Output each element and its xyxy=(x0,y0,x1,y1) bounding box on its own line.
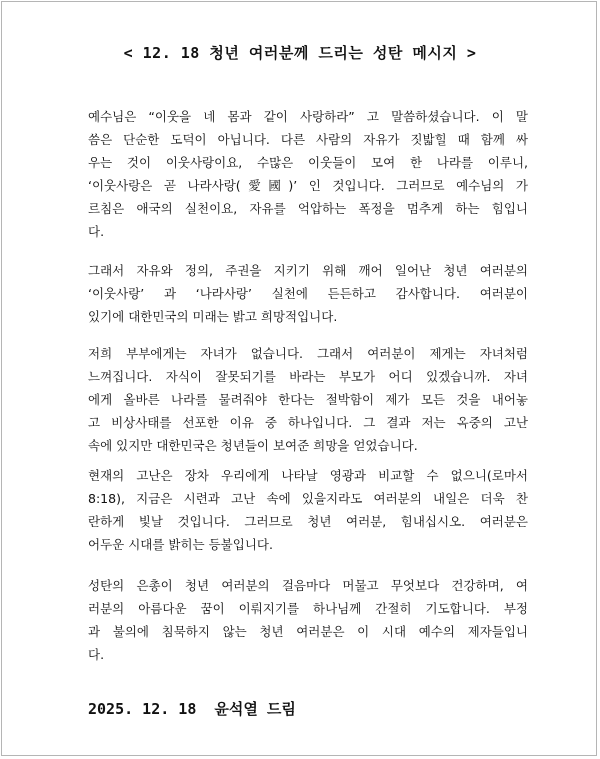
paragraph-line: 러분의 아름다운 꿈이 이뤄지기를 하나님께 간절히 기도합니다. 부정 xyxy=(88,601,528,616)
paragraph xyxy=(88,105,528,243)
paragraph-line: 다. xyxy=(88,224,105,239)
paragraph-line: 씀은 단순한 도덕이 아닙니다. 다른 사람의 자유가 짓밟힐 때 함께 싸 xyxy=(88,132,528,147)
page-title: < 12. 18 청년 여러분께 드리는 성탄 메시지 > xyxy=(123,44,477,62)
paragraph-line: 란하게 빛날 것입니다. 그러므로 청년 여러분, 힘내십시오. 여러분은 xyxy=(88,514,528,529)
paragraph-line: 예수님은 “이웃을 네 몸과 같이 사랑하라” 고 말씀하셨습니다. 이 말 xyxy=(88,109,528,124)
paragraph xyxy=(88,574,528,666)
paragraph-line: 다. xyxy=(88,647,105,662)
paragraph xyxy=(88,259,528,328)
paragraph-line: 성탄의 은총이 청년 여러분의 걸음마다 머물고 무엇보다 건강하며, 여 xyxy=(88,578,528,593)
paragraph-line: 현재의 고난은 장차 우리에게 나타날 영광과 비교할 수 없으니(로마서 xyxy=(88,468,528,483)
paragraph-line: 르침은 애국의 실천이요, 자유를 억압하는 폭정을 멈추게 하는 힘입니 xyxy=(88,201,528,216)
paragraph-line: 에게 올바른 나라를 물려줘야 한다는 절박함이 제가 모든 것을 내어놓 xyxy=(88,392,528,407)
paragraph-line: 느껴집니다. 자식이 잘못되기를 바라는 부모가 어디 있겠습니까. 자녀 xyxy=(88,369,528,384)
paragraph-line: 고 비상사태를 선포한 이유 중 하나입니다. 그 결과 저는 옥중의 고난 xyxy=(88,415,528,430)
paragraph-line: ‘이웃사랑’ 과 ‘나라사랑’ 실천에 든든하고 감사합니다. 여러분이 xyxy=(88,286,528,301)
paragraph-line: 8:18), 지금은 시련과 고난 속에 있을지라도 여러분의 내일은 더욱 찬 xyxy=(88,491,528,506)
paragraph-line: ‘이웃사랑은 곧 나라사랑(愛國)’ 인 것입니다. 그러므로 예수님의 가 xyxy=(88,178,528,193)
paragraph-line: 과 불의에 침묵하지 않는 청년 여러분은 이 시대 예수의 제자들입니 xyxy=(88,624,528,639)
paragraph xyxy=(88,464,528,556)
letter-page xyxy=(1,1,597,756)
paragraph-line: 저희 부부에게는 자녀가 없습니다. 그래서 여러분이 제게는 자녀처럼 xyxy=(88,346,528,361)
paragraph-line: 속에 있지만 대한민국은 청년들이 보여준 희망을 얻었습니다. xyxy=(88,438,418,453)
paragraph-line: 그래서 자유와 정의, 주권을 지키기 위해 깨어 일어난 청년 여러분의 xyxy=(88,263,528,278)
paragraph-line: 우는 것이 이웃사랑이요, 수많은 이웃들이 모여 한 나라를 이루니, xyxy=(88,155,528,170)
signature-line: 2025. 12. 18 윤석열 드림 xyxy=(88,700,296,718)
paragraph-line: 어두운 시대를 밝히는 등불입니다. xyxy=(88,537,273,552)
paragraph-line: 있기에 대한민국의 미래는 밝고 희망적입니다. xyxy=(88,309,338,324)
paragraph xyxy=(88,342,528,457)
